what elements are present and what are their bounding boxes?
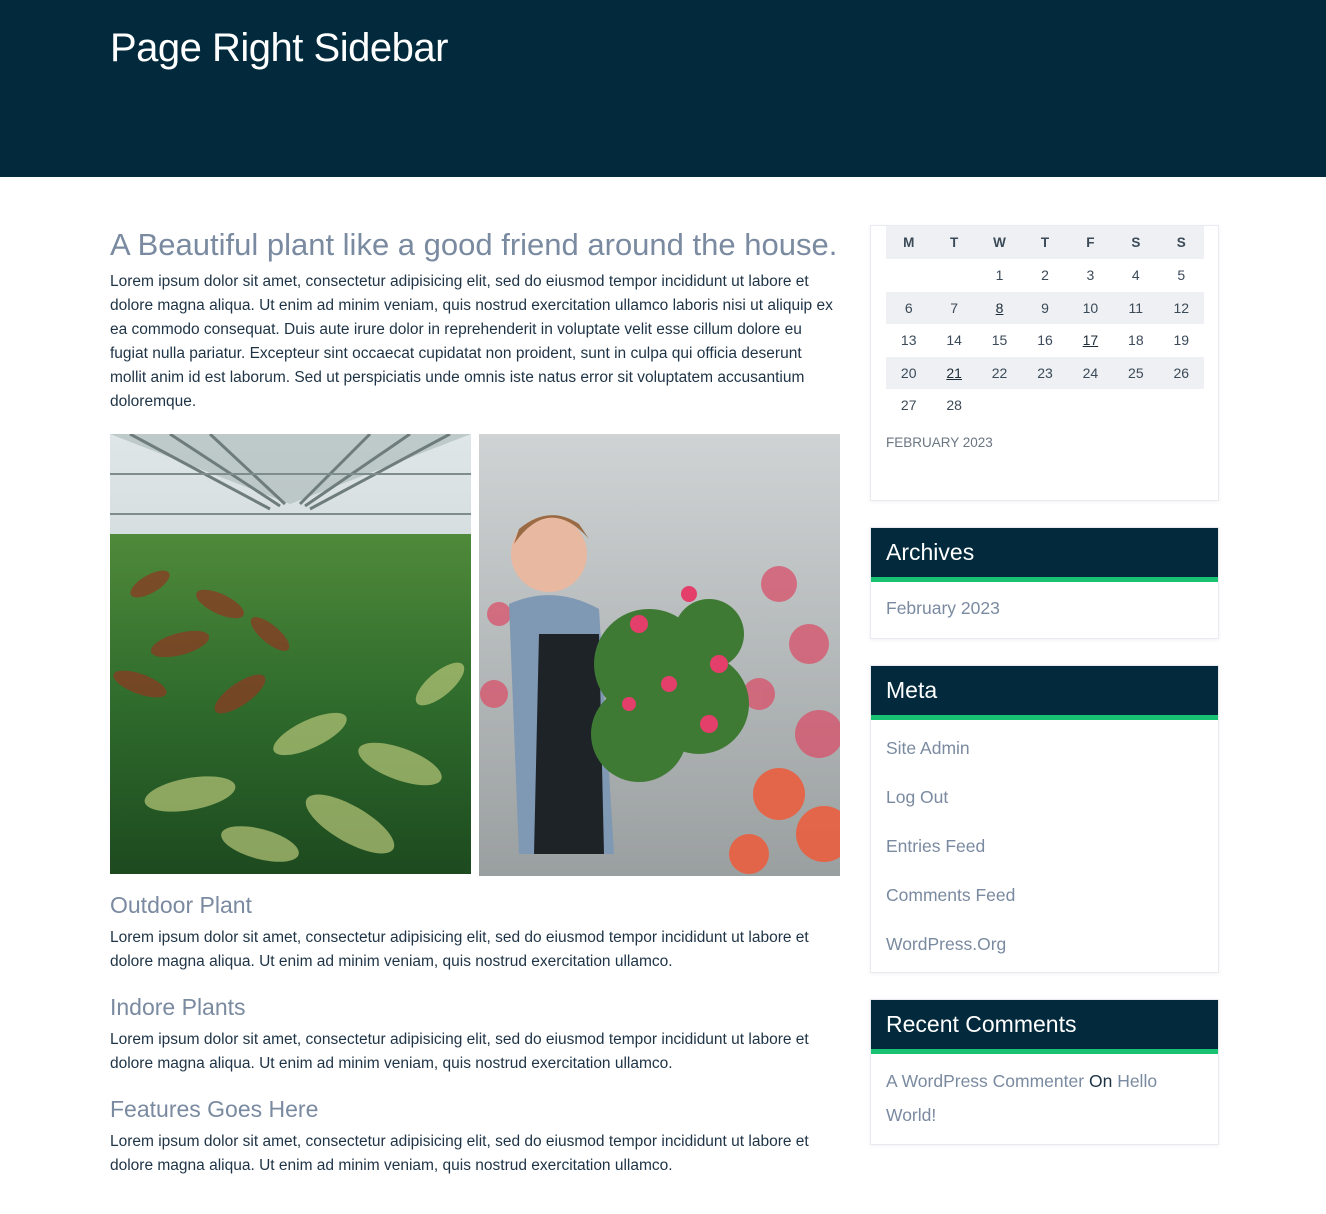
meta-list	[871, 720, 1218, 975]
list-item	[886, 828, 1203, 877]
calendar-week-row	[886, 324, 1204, 357]
calendar-day: 22	[977, 357, 1022, 390]
weekday-label: S	[1113, 226, 1158, 259]
weekday-label: F	[1068, 226, 1113, 259]
section-text: Lorem ipsum dolor sit amet, consectetur adipisicing elit, sed do eiusmod tempor incididunt ut labore et dolore magna aliqua. Ut enim ad minim veniam, quis nostrud exercitation ullamco.	[110, 929, 809, 970]
calendar-week-row	[886, 357, 1204, 390]
page-title: Page Right Sidebar	[110, 26, 448, 70]
section-text: Lorem ipsum dolor sit amet, consectetur adipisicing elit, sed do eiusmod tempor incididunt ut labore et dolore magna aliqua. Ut enim ad minim veniam, quis nostrud exercitation ullamco.	[110, 1031, 809, 1072]
archives-widget	[870, 527, 1219, 639]
calendar-day: 24	[1068, 357, 1113, 390]
calendar-day: 10	[1068, 292, 1113, 325]
widget-title-bar	[871, 528, 1218, 582]
weekday-label: T	[931, 226, 976, 259]
meta-widget	[870, 665, 1219, 973]
section-title: Features Goes Here	[110, 1096, 319, 1122]
post-intro: Lorem ipsum dolor sit amet, consectetur adipisicing elit, sed do eiusmod tempor incididunt ut labore et dolore magna aliqua. Ut enim ad minim veniam, quis nostrud exercitation ullamco laboris nisi ut aliquip ex ea commodo consequat. Duis aute irure dolor in reprehenderit in voluptate velit esse cillum dolore eu fugiat nulla pariatur. Excepteur sint occaecat cupidatat non proident, sunt in culpa qui officia deserunt mollit anim id est laborum. Sed ut perspiciatis unde omnis iste natus error sit voluptatem accusantium doloremque.	[110, 273, 833, 410]
calendar-empty-cell	[1068, 389, 1113, 422]
calendar-day: 2	[1041, 267, 1049, 284]
weekday-label: M	[886, 226, 931, 259]
gardener-with-flowers-image	[479, 434, 840, 876]
calendar-widget	[870, 225, 1219, 501]
calendar-day: 4	[1131, 267, 1140, 284]
comment-on-label: On	[1088, 1071, 1113, 1091]
calendar-day: 26	[1159, 357, 1204, 390]
entries-feed-link[interactable]: Entries Feed	[886, 836, 986, 856]
calendar-day: 9	[1022, 292, 1067, 325]
image-gallery	[110, 434, 840, 876]
widget-title: Recent Comments	[886, 1011, 1077, 1037]
section-title: Indore Plants	[110, 994, 246, 1020]
comment-author-link[interactable]: A WordPress Commenter	[886, 1071, 1085, 1091]
weekday-label: W	[977, 226, 1022, 259]
widget-title-bar	[871, 1000, 1218, 1054]
comment-post-link[interactable]: Hello World!	[886, 1071, 1158, 1125]
calendar-day: 5	[1177, 267, 1186, 284]
greenhouse-plants-image	[110, 434, 471, 874]
calendar-empty-cell	[1022, 389, 1067, 422]
calendar-day-link[interactable]: 21	[931, 357, 976, 390]
calendar-days	[886, 259, 1204, 422]
calendar-day: 28	[946, 397, 962, 414]
calendar-day: 23	[1022, 357, 1067, 390]
archive-link-february-2023[interactable]: February 2023	[886, 598, 1000, 618]
comments-feed-link[interactable]: Comments Feed	[886, 885, 1016, 905]
weekday-label: T	[1022, 226, 1067, 259]
calendar-day: 14	[946, 332, 962, 349]
section-indore-plants	[110, 992, 840, 1076]
calendar-day: 15	[991, 332, 1008, 349]
calendar-week-row	[886, 259, 1204, 292]
recent-comments-widget	[870, 999, 1219, 1145]
calendar-empty-cell	[1159, 389, 1204, 422]
site-admin-link[interactable]: Site Admin	[886, 738, 970, 758]
calendar-day: 3	[1086, 267, 1095, 284]
section-title: Outdoor Plant	[110, 892, 252, 918]
calendar-day: 7	[931, 292, 976, 325]
calendar-table	[886, 226, 1204, 422]
calendar-day: 1	[995, 267, 1004, 284]
calendar-day: 27	[900, 397, 917, 414]
list-item	[886, 877, 1203, 926]
wordpress-org-link[interactable]: WordPress.Org	[886, 934, 1007, 954]
calendar-day: 6	[886, 292, 931, 325]
site-header	[0, 0, 1326, 177]
widget-title-bar	[871, 666, 1218, 720]
calendar-day: 18	[1128, 332, 1144, 349]
log-out-link[interactable]: Log Out	[886, 787, 949, 807]
calendar-caption: FEBRUARY 2023	[886, 435, 993, 450]
section-outdoor-plant	[110, 890, 840, 974]
post-title: A Beautiful plant like a good friend around the house.	[110, 227, 838, 262]
calendar-empty-cell	[1113, 389, 1158, 422]
list-item	[886, 730, 1203, 779]
calendar-day: 25	[1113, 357, 1158, 390]
calendar-empty-cell	[977, 389, 1022, 422]
calendar-day: 16	[1037, 332, 1053, 349]
calendar-day-link[interactable]: 17	[1082, 332, 1099, 349]
main-content	[110, 225, 840, 1178]
calendar-empty-cell	[886, 259, 931, 292]
list-item	[886, 779, 1203, 828]
calendar-day: 19	[1173, 332, 1190, 349]
calendar-day: 11	[1113, 292, 1158, 325]
calendar-week-row	[886, 389, 1204, 422]
list-item	[886, 926, 1203, 975]
recent-comment-item	[871, 1054, 1218, 1132]
widget-title: Archives	[886, 539, 975, 565]
section-features	[110, 1094, 840, 1178]
calendar-week-row	[886, 292, 1204, 325]
calendar-day-link[interactable]: 8	[977, 292, 1022, 325]
weekday-label: S	[1159, 226, 1204, 259]
calendar-day: 20	[886, 357, 931, 390]
weekday-header-row	[886, 226, 1204, 259]
section-text: Lorem ipsum dolor sit amet, consectetur adipisicing elit, sed do eiusmod tempor incididunt ut labore et dolore magna aliqua. Ut enim ad minim veniam, quis nostrud exercitation ullamco.	[110, 1133, 809, 1174]
calendar-day: 13	[900, 332, 917, 349]
widget-title: Meta	[886, 677, 938, 703]
calendar-day: 12	[1159, 292, 1204, 325]
calendar-empty-cell	[931, 259, 976, 292]
